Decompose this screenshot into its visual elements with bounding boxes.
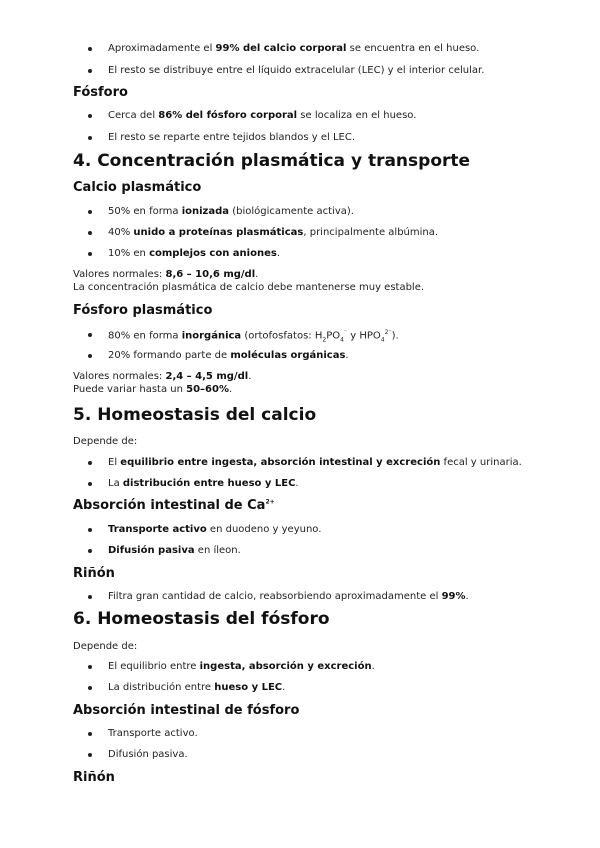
- text: .: [248, 371, 252, 382]
- bold-text: 2,4 – 4,5 mg/dl: [165, 371, 249, 382]
- bold-text: moléculas orgánicas: [230, 350, 346, 361]
- bullet-icon: [88, 686, 92, 690]
- text: .: [371, 661, 375, 672]
- bullet-icon: [88, 69, 92, 73]
- bullet-icon: [88, 231, 92, 235]
- text: fecal y urinaria.: [440, 457, 522, 468]
- section-heading: Riñón: [73, 770, 115, 785]
- page-heading: 4. Concentración plasmática y transporte: [73, 151, 471, 171]
- subscript: 4: [380, 336, 385, 344]
- bold-text: complejos con aniones: [149, 248, 277, 259]
- paragraph: [73, 370, 251, 396]
- text: PO: [326, 330, 341, 342]
- section-heading: Absorción intestinal de fósforo: [73, 703, 300, 718]
- text: .: [255, 269, 259, 280]
- bullet-icon: [88, 354, 92, 358]
- bullet-icon: [88, 732, 92, 736]
- text: Aproximadamente el: [108, 43, 216, 54]
- bold-text: hueso y LEC: [214, 682, 283, 693]
- section-heading: Fósforo plasmático: [73, 303, 213, 318]
- text: Transporte activo.: [108, 728, 198, 739]
- page-heading: 6. Homeostasis del fósforo: [73, 609, 330, 629]
- subscript: 4: [340, 336, 344, 344]
- text: y HPO: [347, 330, 381, 342]
- text: 10% en: [108, 248, 150, 259]
- bullet-icon: [88, 114, 92, 118]
- paragraph: Depende de:: [73, 436, 138, 447]
- bold-text: 50–60%: [186, 384, 229, 395]
- bullet-icon: [88, 665, 92, 669]
- bold-text: 8,6 – 10,6 mg/dl: [165, 269, 256, 280]
- text: El resto se distribuye entre el líquido extracelular (LEC) y el interior celular.: [108, 65, 485, 76]
- superscript: 2⁻: [384, 329, 392, 336]
- text: en íleon.: [194, 545, 241, 556]
- text: (ortofosfatos: H: [241, 330, 323, 342]
- text: .: [276, 248, 280, 259]
- bold-text: ionizada: [181, 206, 230, 217]
- section-heading: Fósforo: [73, 85, 128, 100]
- text: Filtra gran cantidad de calcio, reabsorbiendo aproximadamente el: [108, 591, 442, 602]
- text: 80% en forma: [108, 330, 182, 342]
- text: ).: [391, 330, 399, 342]
- paragraph: [73, 268, 424, 294]
- text: Cerca del: [108, 110, 159, 121]
- bold-text: Transporte activo: [108, 524, 207, 535]
- bullet-icon: [88, 252, 92, 256]
- text: (biológicamente activa).: [229, 206, 354, 217]
- text: se localiza en el hueso.: [297, 110, 417, 121]
- bold-text: 86% del fósforo corporal: [158, 110, 298, 121]
- bullet-icon: [88, 136, 92, 140]
- text: .: [295, 478, 299, 489]
- bold-text: unido a proteínas plasmáticas: [133, 227, 304, 238]
- text: Absorción intestinal de Ca: [73, 498, 266, 513]
- text: .: [229, 384, 233, 395]
- bullet-icon: [88, 549, 92, 553]
- text: 40%: [108, 227, 134, 238]
- text: .: [282, 682, 286, 693]
- bullet-icon: [88, 595, 92, 599]
- superscript: ⁻: [343, 329, 348, 336]
- bullet-icon: [88, 528, 92, 532]
- text: La concentración plasmática de calcio debe mantenerse muy estable.: [73, 282, 425, 293]
- text: se encuentra en el hueso.: [346, 43, 480, 54]
- subscript: 2: [322, 336, 327, 344]
- text: El: [108, 457, 121, 468]
- text: .: [345, 350, 349, 361]
- bold-text: 99%: [441, 591, 466, 602]
- section-heading: [73, 498, 275, 513]
- bold-text: ingesta, absorción y excreción: [199, 661, 372, 672]
- bullet-icon: [88, 47, 92, 51]
- section-heading: Calcio plasmático: [73, 180, 202, 195]
- bullet-icon: [88, 333, 92, 337]
- superscript: 2+: [265, 498, 275, 506]
- paragraph: Depende de:: [73, 641, 138, 652]
- text: El resto se reparte entre tejidos blandos y el LEC.: [108, 132, 355, 143]
- bullet-icon: [88, 482, 92, 486]
- text: , principalmente albúmina.: [303, 227, 439, 238]
- bullet-icon: [88, 753, 92, 757]
- text: .: [465, 591, 469, 602]
- bold-text: distribución entre hueso y LEC: [122, 478, 296, 489]
- text: La: [108, 478, 123, 489]
- bold-text: 99% del calcio corporal: [215, 43, 347, 54]
- bold-text: inorgánica: [181, 330, 242, 342]
- page-heading: 5. Homeostasis del calcio: [73, 405, 317, 425]
- bullet-icon: [88, 210, 92, 214]
- text: 20% formando parte de: [108, 350, 231, 361]
- text: Valores normales:: [73, 371, 166, 382]
- bold-text: Difusión pasiva: [108, 545, 195, 556]
- bullet-icon: [88, 461, 92, 465]
- section-heading: Riñón: [73, 566, 115, 581]
- text: Difusión pasiva.: [108, 749, 188, 760]
- text: 50% en forma: [108, 206, 182, 217]
- bold-text: equilibrio entre ingesta, absorción intestinal y excreción: [120, 457, 441, 468]
- text: Valores normales:: [73, 269, 166, 280]
- text: El equilibrio entre: [108, 661, 200, 672]
- text: Puede variar hasta un: [73, 384, 187, 395]
- text: en duodeno y yeyuno.: [206, 524, 322, 535]
- text: La distribución entre: [108, 682, 215, 693]
